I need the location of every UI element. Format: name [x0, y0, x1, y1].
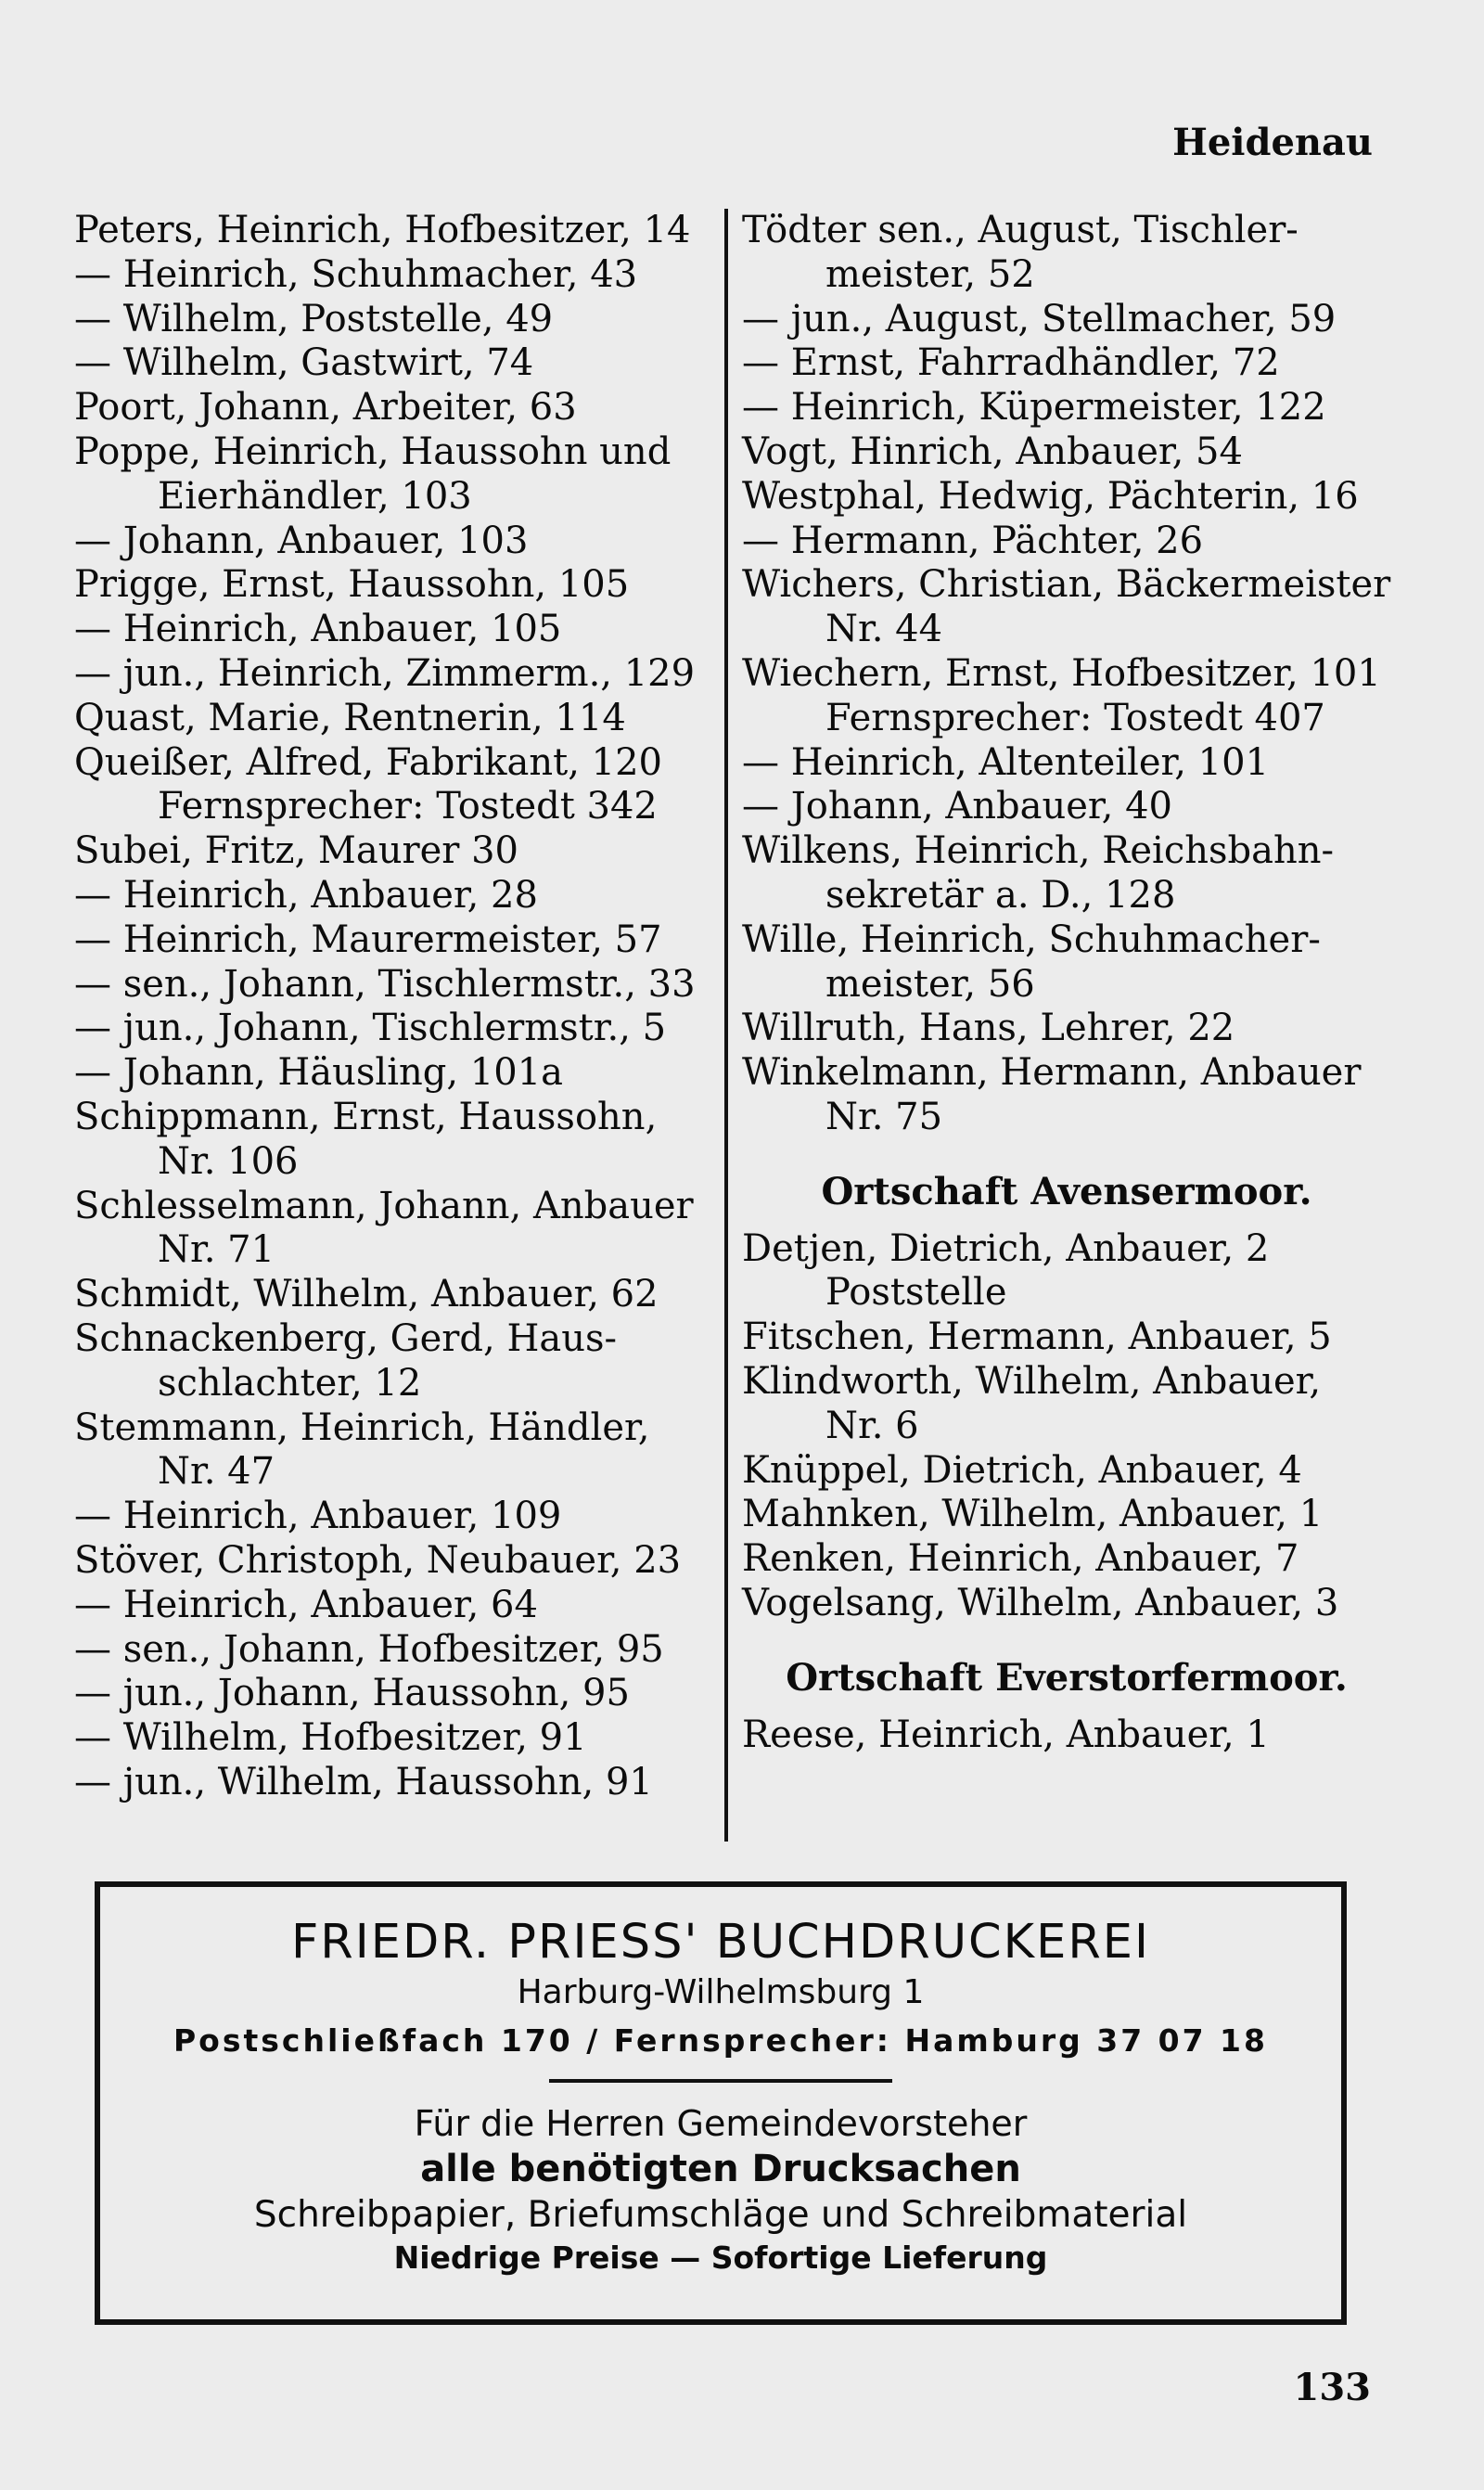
section-heading-avensermoor: Ortschaft Avensermoor.: [821, 1169, 1312, 1213]
directory-entry: Winkelmann, Hermann, Anbauer: [742, 1051, 1362, 1095]
directory-entry-continuation: sekretär a. D., 128: [825, 873, 1176, 917]
directory-entry: — Heinrich, Altenteiler, 101: [742, 740, 1270, 784]
directory-entry: Willruth, Hans, Lehrer, 22: [742, 1007, 1235, 1050]
directory-entry: — Heinrich, Anbauer, 105: [74, 608, 562, 651]
directory-entry: — Heinrich, Anbauer, 28: [74, 873, 538, 917]
ad-contact: Postschließfach 170 / Fernsprecher: Hamburg 37 07 18: [173, 2022, 1268, 2059]
directory-entry: — Heinrich, Schuhmacher, 43: [74, 252, 638, 296]
directory-entry: — sen., Johann, Tischlermstr., 33: [74, 962, 696, 1006]
directory-entry: Poppe, Heinrich, Haussohn und: [74, 430, 672, 473]
directory-entry: Queißer, Alfred, Fabrikant, 120: [74, 740, 662, 784]
left-column: [74, 209, 714, 1805]
directory-entry-continuation: Nr. 71: [158, 1228, 275, 1272]
ad-products: Schreibpapier, Briefumschläge und Schreibmaterial: [253, 2194, 1188, 2236]
directory-entry: Stemmann, Heinrich, Händler,: [74, 1405, 650, 1449]
right-column: [742, 209, 1391, 1757]
right-entry-list: [742, 209, 1391, 1140]
directory-entry-continuation: Nr. 44: [825, 608, 943, 651]
directory-entry: — Heinrich, Küpermeister, 122: [742, 386, 1326, 430]
left-entry-list: [74, 209, 714, 1805]
directory-entry: Peters, Heinrich, Hofbesitzer, 14: [74, 209, 691, 251]
directory-entry: — Wilhelm, Gastwirt, 74: [74, 341, 534, 385]
directory-entry-continuation: Nr. 47: [158, 1450, 275, 1494]
directory-entry: Tödter sen., August, Tischler-: [742, 209, 1298, 251]
directory-entry: — Johann, Häusling, 101a: [74, 1051, 563, 1095]
directory-entry-continuation: Eierhändler, 103: [158, 474, 472, 518]
directory-entry: Reese, Heinrich, Anbauer, 1: [742, 1713, 1270, 1756]
directory-entry: — jun., August, Stellmacher, 59: [742, 297, 1337, 340]
directory-entry: Stöver, Christoph, Neubauer, 23: [74, 1538, 682, 1582]
directory-entry: — jun., Johann, Haussohn, 95: [74, 1672, 630, 1715]
ad-audience: Für die Herren Gemeindevorsteher: [414, 2103, 1028, 2144]
directory-entry: — sen., Johann, Hofbesitzer, 95: [74, 1627, 664, 1671]
directory-entry: — Heinrich, Maurermeister, 57: [74, 918, 662, 961]
directory-entry: Klindworth, Wilhelm, Anbauer,: [742, 1359, 1322, 1403]
directory-entry-continuation: meister, 52: [825, 252, 1035, 296]
ad-slogan: Niedrige Preise — Sofortige Lieferung: [393, 2240, 1048, 2276]
directory-entry: Wille, Heinrich, Schuhmacher-: [742, 918, 1321, 961]
directory-entry: Schippmann, Ernst, Haussohn,: [74, 1095, 658, 1138]
directory-entry: Renken, Heinrich, Anbauer, 7: [742, 1537, 1299, 1581]
avensermoor-entry-list: [742, 1227, 1391, 1626]
directory-entry: — Johann, Anbauer, 103: [74, 519, 529, 562]
directory-entry: Prigge, Ernst, Haussohn, 105: [74, 563, 630, 607]
directory-entry: — Heinrich, Anbauer, 109: [74, 1495, 562, 1538]
directory-entry: — Johann, Anbauer, 40: [742, 785, 1172, 828]
directory-entry: Wilkens, Heinrich, Reichsbahn-: [742, 829, 1335, 873]
directory-entry: Mahnken, Wilhelm, Anbauer, 1: [742, 1493, 1324, 1536]
everstorfermoor-entry-list: [742, 1713, 1391, 1758]
section-heading-everstorfermoor: Ortschaft Everstorfermoor.: [786, 1655, 1348, 1700]
directory-entry: — jun., Johann, Tischlermstr., 5: [74, 1007, 667, 1050]
directory-entry: Westphal, Hedwig, Pächterin, 16: [742, 474, 1359, 518]
directory-entry: Wichers, Christian, Bäckermeister: [742, 563, 1391, 607]
page-header-place: Heidenau: [1172, 121, 1373, 164]
directory-entry-continuation: Nr. 6: [825, 1404, 919, 1447]
directory-entry-continuation: Fernsprecher: Tostedt 342: [158, 785, 658, 828]
ad-company-name: FRIEDR. PRIESS' BUCHDRUCKEREI: [290, 1915, 1151, 1970]
page-number: 133: [1293, 2366, 1371, 2409]
ad-location: Harburg-Wilhelmsburg 1: [517, 1973, 925, 2011]
directory-entry: Poort, Johann, Arbeiter, 63: [74, 386, 577, 430]
directory-entry: — jun., Wilhelm, Haussohn, 91: [74, 1760, 653, 1803]
directory-entry: — Heinrich, Anbauer, 64: [74, 1583, 538, 1626]
directory-entry: Fitschen, Hermann, Anbauer, 5: [742, 1316, 1332, 1359]
directory-entry: Quast, Marie, Rentnerin, 114: [74, 696, 626, 739]
directory-entry: — Ernst, Fahrradhändler, 72: [742, 341, 1280, 385]
directory-entry: Detjen, Dietrich, Anbauer, 2: [742, 1226, 1270, 1270]
ad-divider: [549, 2079, 892, 2083]
directory-entry: Vogt, Hinrich, Anbauer, 54: [742, 430, 1243, 473]
directory-entry-continuation: Poststelle: [825, 1271, 1007, 1315]
directory-entry-continuation: Fernsprecher: Tostedt 407: [825, 696, 1325, 739]
directory-entry-continuation: meister, 56: [825, 962, 1035, 1006]
directory-entry: Schnackenberg, Gerd, Haus-: [74, 1316, 617, 1360]
directory-entry: — Hermann, Pächter, 26: [742, 519, 1204, 562]
directory-entry-continuation: Nr. 75: [825, 1095, 943, 1138]
directory-entry-continuation: schlachter, 12: [158, 1361, 422, 1405]
directory-entry: Subei, Fritz, Maurer 30: [74, 829, 519, 873]
directory-entry: Vogelsang, Wilhelm, Anbauer, 3: [742, 1581, 1339, 1624]
directory-entry: — Wilhelm, Hofbesitzer, 91: [74, 1716, 587, 1760]
directory-entry: Wiechern, Ernst, Hofbesitzer, 101: [742, 651, 1381, 695]
directory-entry: — Wilhelm, Poststelle, 49: [74, 297, 554, 340]
directory-entry: — jun., Heinrich, Zimmerm., 129: [74, 651, 696, 695]
print-shop-advertisement: [95, 1881, 1347, 2325]
directory-entry: Schlesselmann, Johann, Anbauer: [74, 1184, 694, 1227]
directory-entry-continuation: Nr. 106: [158, 1139, 299, 1183]
directory-entry: Schmidt, Wilhelm, Anbauer, 62: [74, 1273, 659, 1316]
directory-entry: Knüppel, Dietrich, Anbauer, 4: [742, 1448, 1302, 1492]
ad-offer: alle benötigten Drucksachen: [420, 2148, 1021, 2190]
column-divider: [724, 209, 728, 1842]
